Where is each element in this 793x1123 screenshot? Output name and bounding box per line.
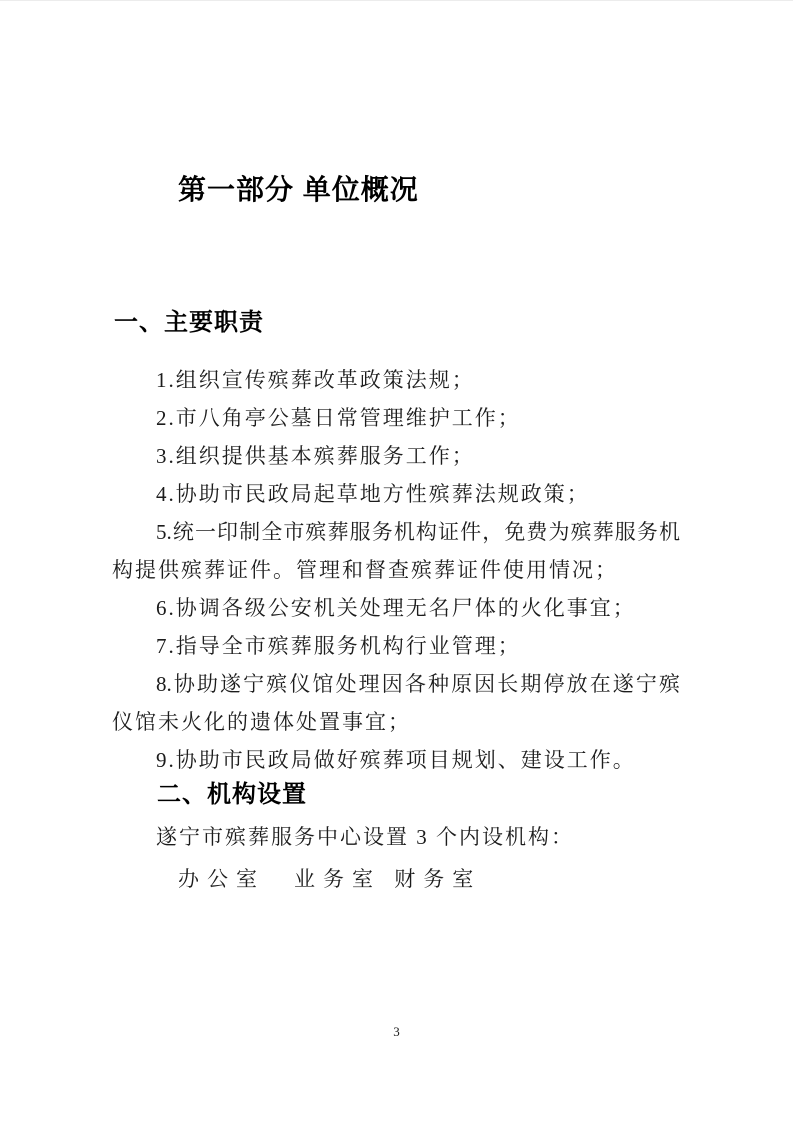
list-item: 9.协助市民政局做好殡葬项目规划、建设工作。 xyxy=(156,748,636,772)
organization-setup xyxy=(112,816,680,900)
list-item: 4.协助市民政局起草地方性殡葬法规政策； xyxy=(156,482,590,506)
list-item: 8.协助遂宁殡仪馆处理因各种原因长期停放在遂宁殡 xyxy=(156,672,680,696)
list-item: 3.组织提供基本殡葬服务工作； xyxy=(156,444,475,468)
list-item-continuation: 构提供殡葬证件。管理和督查殡葬证件使用情况； xyxy=(112,558,618,582)
org-departments: 办公室 业务室 财务室 xyxy=(178,867,482,891)
list-item-continuation: 仪馆未火化的遗体处置事宜； xyxy=(112,710,411,734)
responsibility-list xyxy=(112,361,680,779)
list-item: 5.统一印制全市殡葬服务机构证件，免费为殡葬服务机 xyxy=(156,520,680,544)
section-2-heading: 二、机构设置 xyxy=(157,781,307,808)
org-intro-paragraph: 遂宁市殡葬服务中心设置 3 个内设机构： xyxy=(156,825,574,849)
section-1-heading: 一、主要职责 xyxy=(114,309,264,336)
list-item: 2.市八角亭公墓日常管理维护工作； xyxy=(156,406,521,430)
list-item: 6.协调各级公安机关处理无名尸体的火化事宜； xyxy=(156,596,636,620)
page-title: 第一部分 单位概况 xyxy=(178,174,419,205)
list-item: 7.指导全市殡葬服务机构行业管理； xyxy=(156,634,521,658)
list-item: 1.组织宣传殡葬改革政策法规； xyxy=(156,368,475,392)
page-number: 3 xyxy=(393,1024,400,1039)
